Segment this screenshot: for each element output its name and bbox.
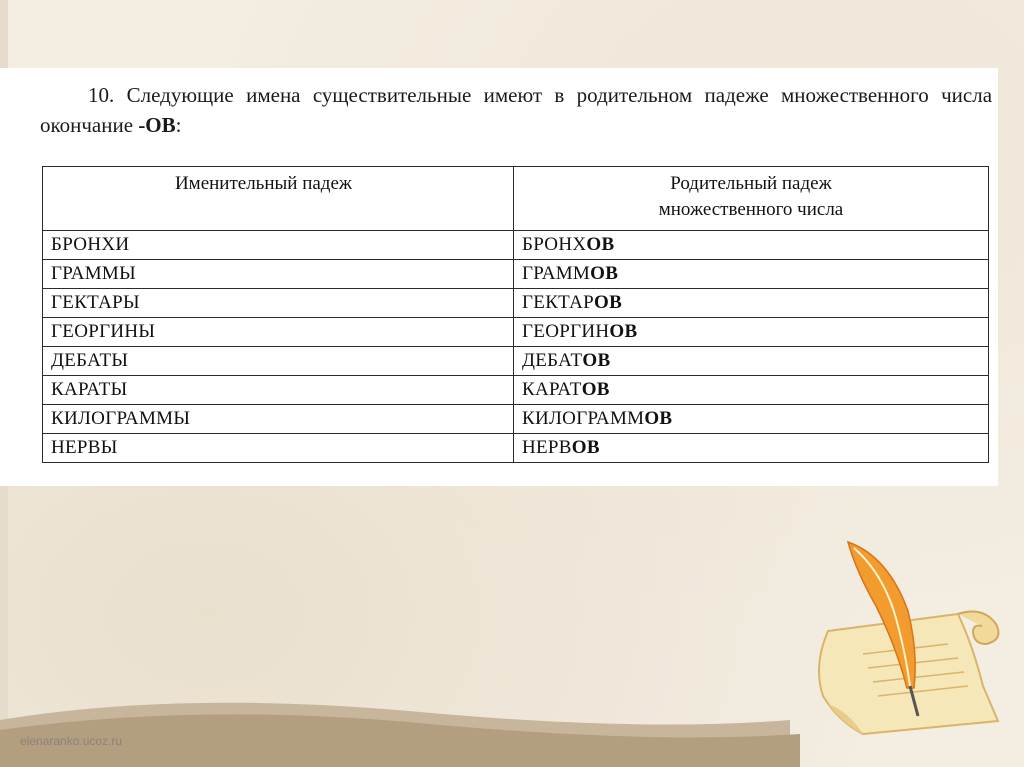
ending-highlight: ОВ xyxy=(609,321,638,342)
nominative-cell: ГЕКТАРЫ xyxy=(43,289,514,318)
ending-highlight: ОВ xyxy=(582,350,611,371)
table-header-row xyxy=(43,167,989,231)
genitive-cell: ГРАММОВ xyxy=(514,260,989,289)
table-row xyxy=(43,434,989,463)
genitive-cell: КИЛОГРАММОВ xyxy=(514,405,989,434)
table-row xyxy=(43,405,989,434)
header-nominative: Именительный падеж xyxy=(43,167,514,231)
ending-highlight: ОВ xyxy=(581,379,610,400)
ending-highlight: ОВ xyxy=(571,437,600,458)
nominative-cell: КАРАТЫ xyxy=(43,376,514,405)
ending-highlight: ОВ xyxy=(590,263,619,284)
table-row xyxy=(43,347,989,376)
genitive-cell: ГЕОРГИНОВ xyxy=(514,318,989,347)
genitive-cell: КАРАТОВ xyxy=(514,376,989,405)
genitive-cell: БРОНХОВ xyxy=(514,231,989,260)
table-row xyxy=(43,289,989,318)
nominative-cell: НЕРВЫ xyxy=(43,434,514,463)
bottom-wave-decoration xyxy=(0,690,1024,767)
nominative-cell: БРОНХИ xyxy=(43,231,514,260)
ending-highlight: ОВ xyxy=(644,408,673,429)
ending-highlight: ОВ xyxy=(594,292,623,313)
header-genitive-plural: Родительный падеж множественного числа xyxy=(514,167,989,231)
nominative-cell: КИЛОГРАММЫ xyxy=(43,405,514,434)
table-row xyxy=(43,376,989,405)
case-table xyxy=(42,166,989,463)
table-row xyxy=(43,231,989,260)
genitive-cell: ДЕБАТОВ xyxy=(514,347,989,376)
genitive-cell: ГЕКТАРОВ xyxy=(514,289,989,318)
site-footer: elenaranko.ucoz.ru xyxy=(20,734,123,748)
nominative-cell: ДЕБАТЫ xyxy=(43,347,514,376)
genitive-cell: НЕРВОВ xyxy=(514,434,989,463)
ending-highlight: ОВ xyxy=(586,234,615,255)
task-colon: : xyxy=(175,113,182,137)
nominative-cell: ГЕОРГИНЫ xyxy=(43,318,514,347)
table-row xyxy=(43,260,989,289)
table-row xyxy=(43,318,989,347)
task-ending: -ОВ xyxy=(138,113,176,137)
task-text: Следующие имена существительные имеют в родительном падеже множественного числа окончание xyxy=(40,83,993,137)
task-number: 10. xyxy=(88,83,115,107)
nominative-cell: ГРАММЫ xyxy=(43,260,514,289)
task-heading xyxy=(40,80,992,140)
